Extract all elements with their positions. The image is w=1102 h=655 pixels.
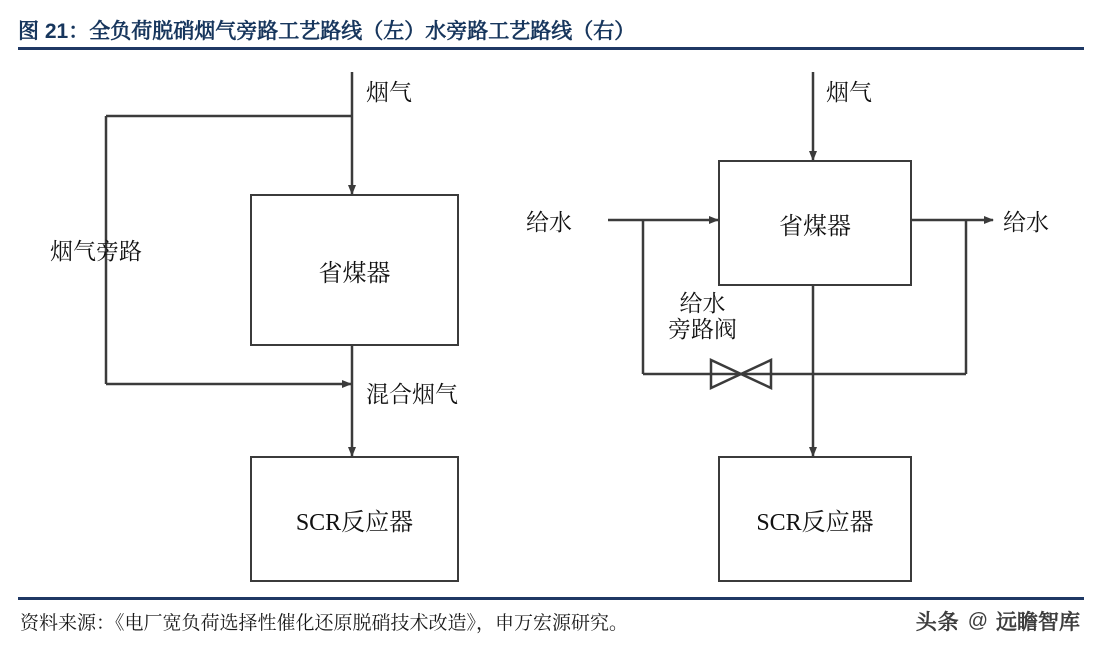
watermark: [916, 606, 1080, 636]
right-feedwater-out-label: 给水: [1003, 210, 1049, 235]
header-divider: [18, 47, 1084, 50]
footer-divider: [18, 597, 1084, 600]
left-scr-label: SCR反应器: [295, 509, 414, 536]
left-economizer-label: 省煤器: [318, 260, 391, 287]
diagram-canvas: [18, 52, 1084, 594]
right-bypass-valve-label-line1: 给水: [679, 291, 726, 316]
watermark-name: 远瞻智库: [996, 611, 1080, 634]
left-scr-box: [250, 456, 459, 582]
right-bypass-valve-label-line2: 旁路阀: [668, 316, 737, 342]
right-economizer-box: [718, 160, 912, 286]
diagram-lines: [18, 52, 1084, 594]
left-inlet-label: 烟气: [366, 80, 412, 105]
left-economizer-box: [250, 194, 459, 346]
left-bypass-label: 烟气旁路: [50, 239, 142, 264]
right-inlet-label: 烟气: [826, 80, 872, 105]
right-economizer-label: 省煤器: [779, 213, 851, 240]
left-mixed-flue-label: 混合烟气: [366, 382, 458, 407]
right-scr-label: SCR反应器: [756, 509, 874, 536]
source-note: 资料来源：《电厂宽负荷选择性催化还原脱硝技术改造》，申万宏源研究。: [20, 613, 629, 634]
page-title: 图 21：全负荷脱硝烟气旁路工艺路线（左）水旁路工艺路线（右）: [18, 20, 636, 43]
watermark-logo: 头条: [915, 611, 960, 634]
right-scr-box: [718, 456, 912, 582]
figure-header: [18, 14, 1084, 46]
right-bypass-valve-label: [668, 291, 737, 343]
at-icon: @: [967, 609, 988, 632]
right-feedwater-in-label: 给水: [526, 210, 572, 235]
